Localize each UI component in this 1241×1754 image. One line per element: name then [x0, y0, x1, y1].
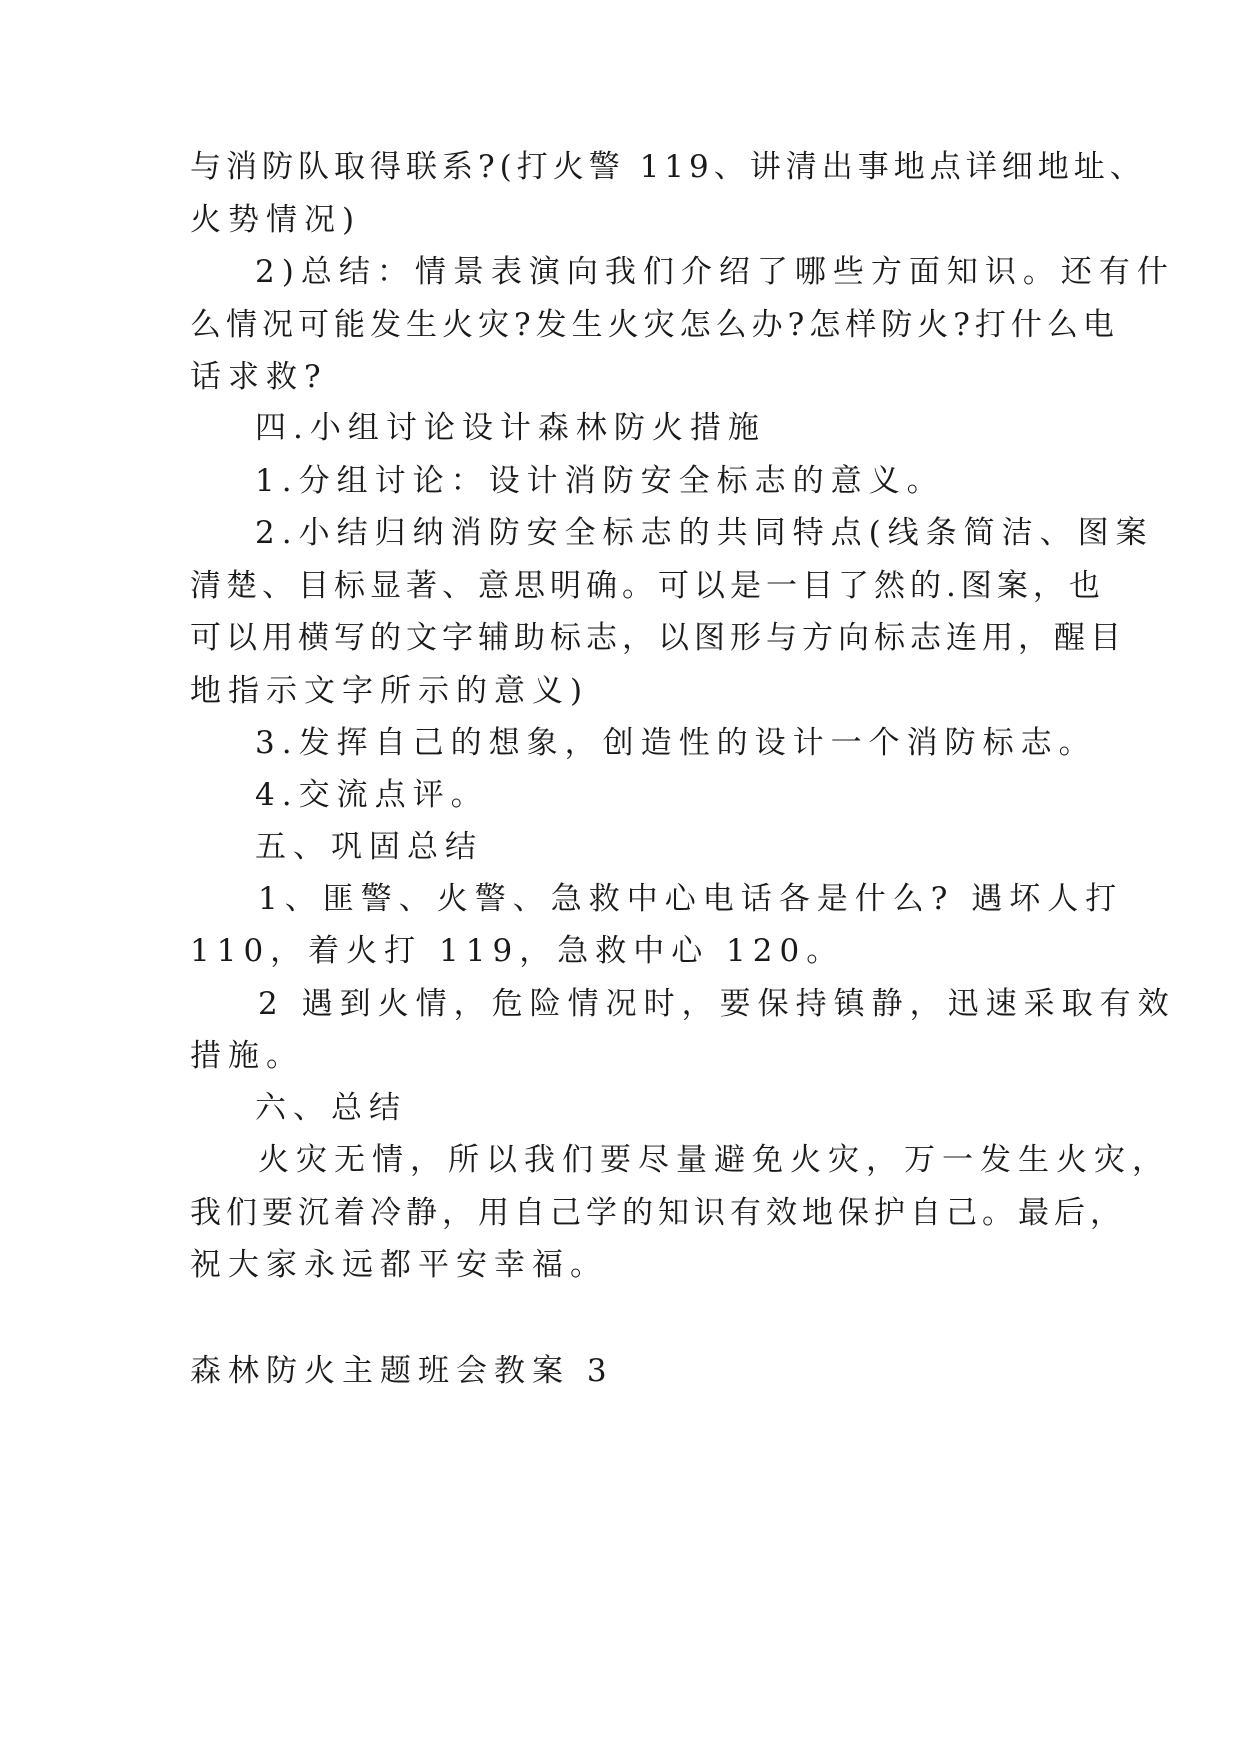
text-line: 4.交流点评。	[255, 777, 489, 813]
text-line: 110，着火打 119，急救中心 120。	[190, 933, 845, 969]
text-line: 1、匪警、火警、急救中心电话各是什么? 遇坏人打	[258, 881, 1124, 917]
text-line: 祝大家永远都平安幸福。	[190, 1247, 608, 1283]
text-line: 与消防队取得联系?(打火警 119、讲清出事地点详细地址、	[190, 149, 1146, 185]
section-heading: 六、总结	[255, 1090, 407, 1126]
text-line: 清楚、目标显著、意思明确。可以是一目了然的.图案，也	[190, 568, 1105, 604]
text-line: 措施。	[190, 1038, 304, 1074]
text-line: 么情况可能发生火灾?发生火灾怎么办?怎样防火?打什么电	[190, 307, 1119, 343]
text-line: 火灾无情，所以我们要尽量避免火灾，万一发生火灾，	[258, 1142, 1170, 1178]
text-line: 1.分组讨论：设计消防安全标志的意义。	[255, 463, 945, 499]
section-heading: 五、巩固总结	[255, 829, 483, 865]
text-line: 话求救?	[190, 359, 328, 395]
text-line: 3.发挥自己的想象，创造性的设计一个消防标志。	[255, 725, 1097, 761]
text-line: 2)总结：情景表演向我们介绍了哪些方面知识。还有什	[255, 254, 1175, 290]
text-line: 我们要沉着冷静，用自己学的知识有效地保护自己。最后，	[190, 1195, 1126, 1231]
section-heading: 四.小组讨论设计森林防火措施	[255, 410, 766, 446]
text-line: 2 遇到火情，危险情况时，要保持镇静，迅速采取有效	[258, 986, 1176, 1022]
document-title: 森林防火主题班会教案 3	[190, 1353, 614, 1389]
text-line: 可以用横写的文字辅助标志，以图形与方向标志连用，醒目	[190, 620, 1126, 656]
text-line: 2.小结归纳消防安全标志的共同特点(线条简洁、图案	[255, 515, 1154, 551]
text-line: 地指示文字所示的意义)	[190, 673, 590, 709]
text-line: 火势情况)	[190, 202, 362, 238]
